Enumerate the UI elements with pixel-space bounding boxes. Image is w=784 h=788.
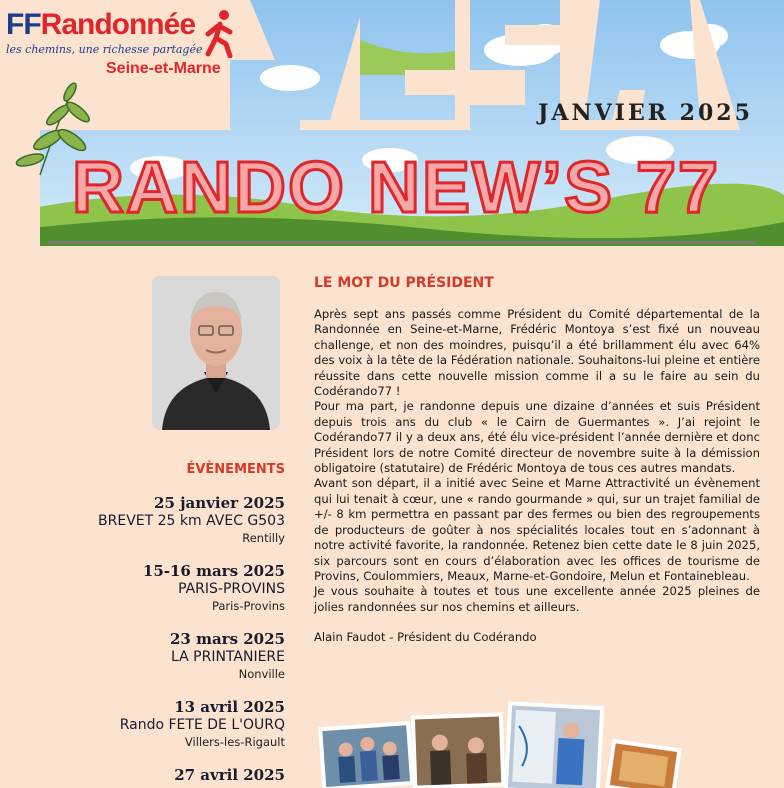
header-banner xyxy=(0,0,784,256)
article-paragraph: Avant son départ, il a initié avec Seine et Marne Attractivité un évènement qui lui tenait à cœur, une « rando gourmande » qui, sur un trajet familial de +/- 8 km permettra en passant par des fermes ou bien des regroupements de producteurs de goûter à nos spécialités locales tout en s’adonnant à notre activité favorite, la randonnée. Retenez bien cette date le 8 juin 2025, six parcours sont en cours d’élaboration avec les offices de tourisme de Provins, Coulommiers, Meaux, Marne-et-Gondoire, Melun et Fontainebleau. xyxy=(314,476,760,583)
event-item[interactable] xyxy=(35,630,285,682)
event-name: PARIS-PROVINS xyxy=(178,581,285,597)
logo-department: Seine-et-Marne xyxy=(106,60,221,77)
president-portrait xyxy=(152,276,280,430)
logo-ff: FF xyxy=(6,8,41,41)
event-date: 23 mars 2025 xyxy=(169,630,285,648)
article-body xyxy=(314,307,760,646)
title-divider xyxy=(48,241,756,244)
article-paragraph: Je vous souhaite à toutes et tous une excellente année 2025 pleines de jolies randonnées sur nos chemins et ailleurs. xyxy=(314,584,760,614)
event-item[interactable] xyxy=(35,562,285,614)
issue-date: JANVIER 2025 xyxy=(538,100,753,126)
event-place: Paris-Provins xyxy=(211,599,285,613)
event-date: 15-16 mars 2025 xyxy=(142,562,285,580)
article-paragraph: Pour ma part, je randonne depuis une dizaine d’années et suis Président depuis trois ans du club « le Cairn de Guermantes ». J’ai rejoint le Codérando77 il y a deux ans, été élu vice-président l’année dernière et donc Président lors de notre Comité directeur de novembre suite à la démission obligatoire (statutaire) de Frédéric Montoya de tous ces autres mandats. xyxy=(314,399,760,476)
article-signature: Alain Faudot - Président du Codérando xyxy=(314,630,537,645)
article-title: LE MOT DU PRÉSIDENT xyxy=(314,275,494,291)
event-date: 13 avril 2025 xyxy=(174,698,285,716)
event-place: Nonville xyxy=(238,667,285,681)
logo-tagline: les chemins, une richesse partagée xyxy=(6,43,203,56)
event-place: Villers-les-Rigault xyxy=(184,735,285,749)
event-item[interactable] xyxy=(35,494,285,546)
newsletter-title: RANDO NEW’S 77 xyxy=(72,148,721,228)
event-name: LA PRINTANIERE xyxy=(171,649,285,665)
event-item[interactable] xyxy=(35,698,285,750)
event-name: Rando FETE DE L'OURQ xyxy=(119,717,285,733)
article-paragraph: Après sept ans passés comme Président du Comité départemental de la Randonnée en Seine-et-Marne, Frédéric Montoya s’est fixé un nouveau challenge, et non des moindres, puisqu’il a été brillamment élu avec 64% des voix à la tête de la Fédération nationale. Souhaitons-lui pleine et entière réussite dans cette nouvelle mission comme il a su le faire au sein du Codérando77 ! xyxy=(314,307,760,399)
events-heading: ÉVÈNEMENTS xyxy=(186,462,285,477)
event-date: 25 janvier 2025 xyxy=(154,494,285,512)
event-place: Rentilly xyxy=(242,531,285,545)
logo-randonnee: Randonnée xyxy=(40,8,196,41)
event-name: BREVET 25 km AVEC G503 xyxy=(98,513,285,529)
event-date: 27 avril 2025 xyxy=(174,766,285,784)
events-list xyxy=(35,494,285,788)
hiker-icon xyxy=(202,8,238,58)
event-item[interactable] xyxy=(35,766,285,784)
photo-collage xyxy=(318,698,784,788)
